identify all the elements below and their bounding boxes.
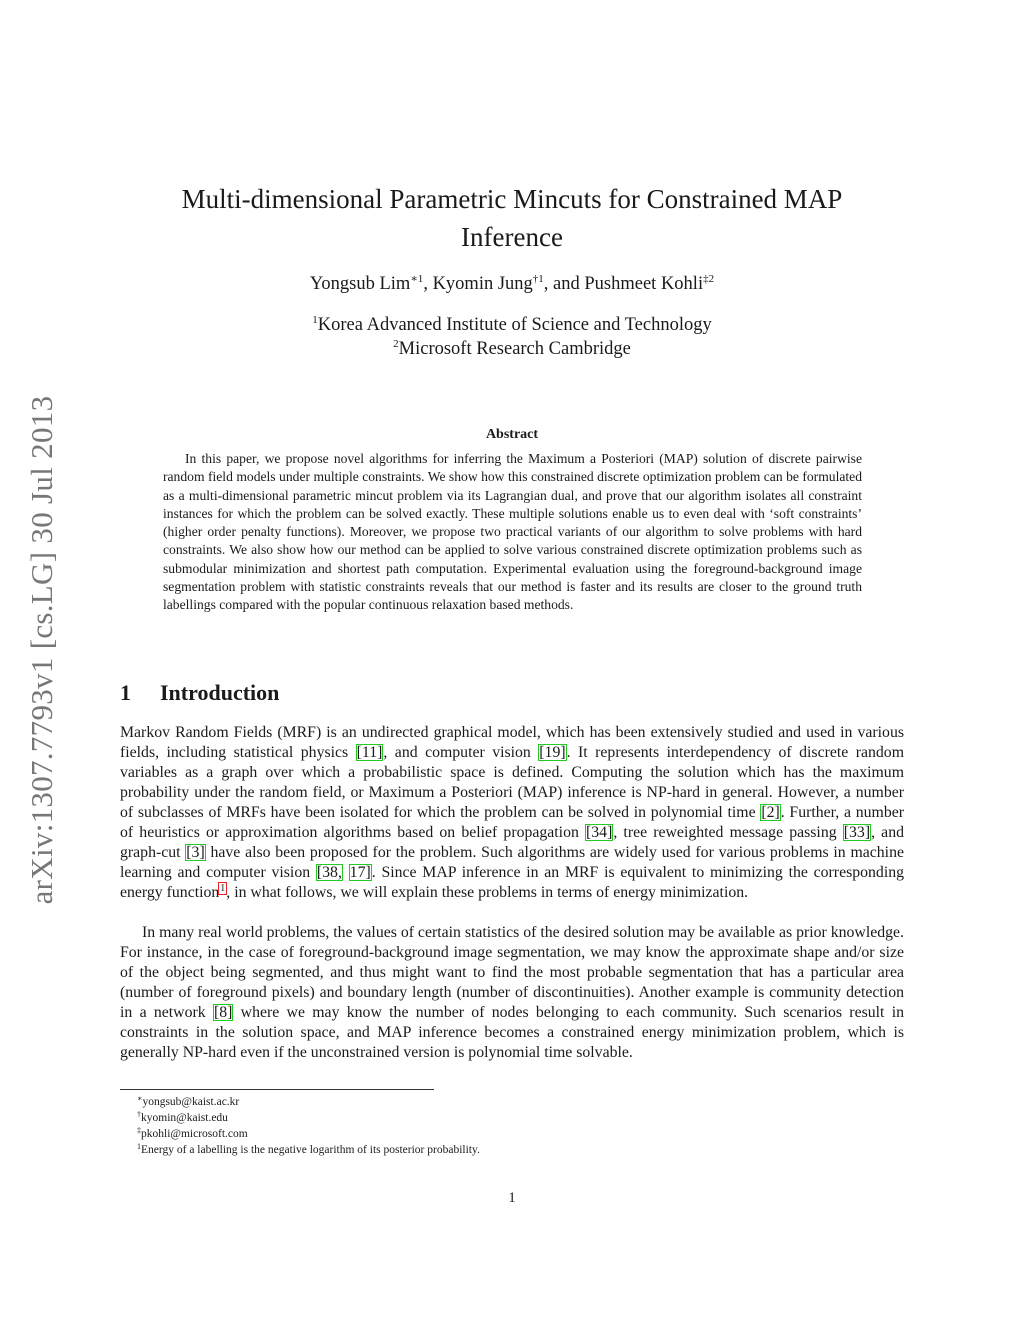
footnote-item xyxy=(137,1110,480,1126)
footnotes xyxy=(137,1094,480,1158)
footnote-item xyxy=(137,1142,480,1158)
author-separator: , xyxy=(423,274,433,294)
citation-link[interactable]: [33] xyxy=(843,824,871,841)
footnote-link[interactable]: 1 xyxy=(220,883,226,894)
footnote-mark: † xyxy=(137,1110,141,1119)
text-run: . Since MAP inference in an MRF is equivalent to minimizing the corresponding energy function xyxy=(120,864,905,901)
citation-link[interactable]: [34] xyxy=(586,824,613,841)
author-name: Kyomin Jung xyxy=(432,274,533,294)
text-run: , tree reweighted message passing xyxy=(613,824,843,841)
footnote-item xyxy=(137,1126,480,1142)
citation-link[interactable]: [11] xyxy=(356,744,383,761)
section-heading xyxy=(120,680,279,706)
section-number: 1 xyxy=(120,680,131,705)
footnote-mark: ‡ xyxy=(137,1126,141,1135)
footnote-mark: ∗ xyxy=(137,1094,143,1103)
author-separator: , and xyxy=(543,274,585,294)
footnote-text: Energy of a labelling is the negative logarithm of its posterior probability. xyxy=(141,1144,480,1156)
paper-title: Multi-dimensional Parametric Mincuts for Constrained MAP Inference xyxy=(181,184,843,252)
citation-link[interactable]: [2] xyxy=(761,804,780,821)
text-run: In many real world problems, the values of certain statistics of the desired solution may be available as prior knowledge. For instance, in the case of foreground-background image segmentation, we may know the approximate shape and/or size of the object being segmented, and thus might want to find the most probable segmentation that has a particular area (number of foreground pixels) and boundary length (number of discontinuities). Another example is community detection in a network xyxy=(120,924,904,1021)
affiliations xyxy=(150,313,874,361)
affiliation-name: Korea Advanced Institute of Science and Technology xyxy=(317,315,712,335)
citation-link[interactable]: [3] xyxy=(186,844,205,861)
footnote-item xyxy=(137,1094,480,1110)
author-mark: ‡2 xyxy=(703,273,715,285)
text-run: have also been proposed for the problem. Such algorithms are widely used for various problems in machine learning and computer vision xyxy=(120,844,904,881)
affiliation-mark: 1 xyxy=(312,314,318,326)
affiliation-name: Microsoft Research Cambridge xyxy=(398,339,631,359)
author-mark: ∗1 xyxy=(410,273,424,285)
citation-link[interactable]: 17] xyxy=(349,864,371,881)
footnote-text: kyomin@kaist.edu xyxy=(141,1112,228,1124)
page-number: 1 xyxy=(508,1190,516,1206)
affiliation-line xyxy=(150,313,874,337)
footnote-text: pkohli@microsoft.com xyxy=(141,1128,248,1140)
citation-link[interactable]: [38, xyxy=(316,864,342,881)
affiliation-mark: 2 xyxy=(393,338,399,350)
arxiv-stamp-text: arXiv:1307.7793v1 [cs.LG] 30 Jul 2013 xyxy=(24,395,59,905)
section-title: Introduction xyxy=(160,680,280,705)
text-run: , and graph-cut xyxy=(120,824,904,861)
intro-paragraph-2 xyxy=(120,923,904,1063)
footnote-text: yongsub@kaist.ac.kr xyxy=(142,1096,240,1108)
text-run: where we may know the number of nodes belonging to each community. Such scenarios result in constraints in the solution space, and MAP inference becomes a constrained energy minimization problem, which is generally NP-hard even if the unconstrained version is polynomial time solvable. xyxy=(120,1004,904,1061)
citation-link[interactable]: [8] xyxy=(213,1004,233,1021)
citation-link[interactable]: [19] xyxy=(539,744,566,761)
text-run xyxy=(343,864,349,881)
text-run: . It represents interdependency of discrete random variables as a graph over which a probabilistic space is defined. Computing the solution which has the maximum probability under the random field, or Maximum a Posteriori (MAP) inference is NP-hard in general. However, a number of subclasses of MRFs have been isolated for which the problem can be solved in polynomial time xyxy=(120,744,904,821)
text-run: , in what follows, we will explain these problems in terms of energy minimization. xyxy=(226,884,749,901)
text-run: , and computer vision xyxy=(383,744,539,761)
intro-paragraph-1 xyxy=(120,723,904,905)
affiliation-line xyxy=(150,337,874,361)
abstract-text: In this paper, we propose novel algorithms for inferring the Maximum a Posteriori (MAP) solution of discrete pairwise random field models under multiple constraints. We show how this constrained discrete optimization problem can be formulated as a multi-dimensional parametric mincut problem via its Lagrangian dual, and prove that our algorithm isolates all constraint instances for which the problem can be solved exactly. These multiple solutions enable us to even deal with ‘soft constraints’ (higher order penalty functions). Moreover, we propose two practical variants of our algorithm to solve problems with hard constraints. We also show how our method can be applied to solve various constrained discrete optimization problems such as submodular minimization and shortest path computation. Experimental evaluation using the foreground-background image segmentation problem with statistic constraints reveals that our method is faster and its results are closer to the ground truth labellings compared with the popular continuous relaxation based methods. xyxy=(163,451,862,613)
text-run: Markov Random Fields (MRF) is an undirected graphical model, which has been extensively studied and used in various fields, including statistical physics xyxy=(120,724,904,761)
text-run: . Further, a number of heuristics or approximation algorithms based on belief propagation xyxy=(120,804,904,841)
author-name: Pushmeet Kohli xyxy=(584,274,704,294)
abstract-heading: Abstract xyxy=(485,427,539,442)
arxiv-stamp xyxy=(0,395,59,905)
author-list xyxy=(150,272,874,296)
author-mark: †1 xyxy=(532,273,544,285)
footnote-divider xyxy=(120,1089,434,1090)
author-name: Yongsub Lim xyxy=(309,274,411,294)
footnote-mark: 1 xyxy=(137,1142,141,1151)
